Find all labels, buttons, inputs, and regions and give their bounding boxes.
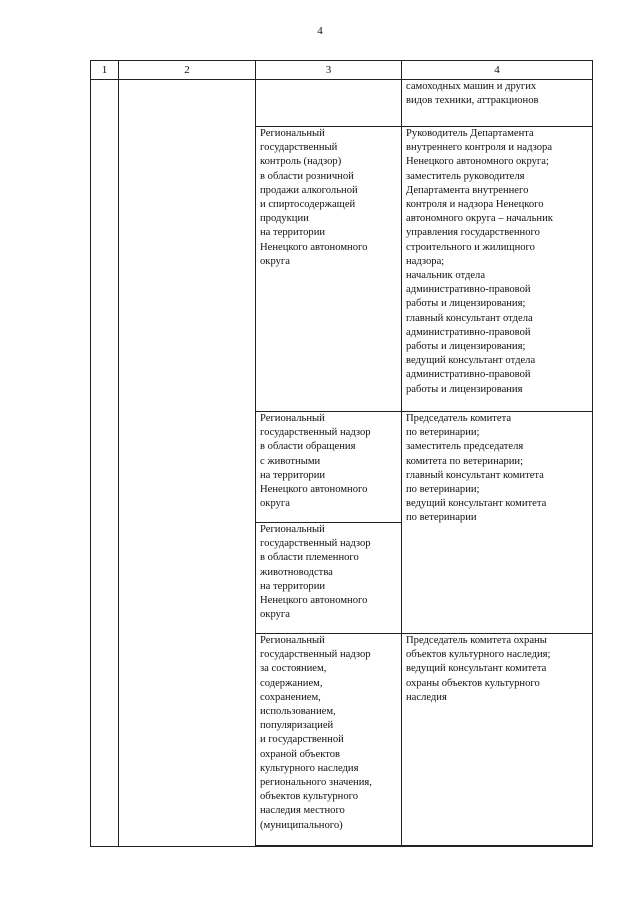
table-header-row <box>91 61 593 80</box>
header-cell-4: 4 <box>402 61 593 80</box>
filler-cell <box>402 846 593 847</box>
control-type-cell <box>256 80 402 127</box>
responsible-officials-cell: Руководитель Департамента внутреннего контроля и надзора Ненецкого автономного округа; заместитель руководителя Департамента внутреннего контроля и надзора Ненецкого автономного округа – начальник управления государственного строительного и жилищного надзора; начальник отдела административно-правовой работы и лицензирования; главный консультант отдела административно-правовой работы и лицензирования; ведущий консультант отдела административно-правовой работы и лицензирования <box>402 127 593 412</box>
responsible-officials-cell: самоходных машин и других видов техники, аттракционов <box>402 80 593 127</box>
table-row <box>91 80 593 127</box>
responsible-officials-cell: Председатель комитета по ветеринарии; заместитель председателя комитета по ветеринарии; главный консультант комитета по ветеринарии; ведущий консультант комитета по ветеринарии <box>402 412 593 634</box>
header-cell-1: 1 <box>91 61 119 80</box>
control-type-cell: Региональный государственный контроль (надзор) в области розничной продажи алкогольной и спиртосодержащей продукции на территории Ненецкого автономного округа <box>256 127 402 412</box>
header-cell-3: 3 <box>256 61 402 80</box>
control-type-cell: Региональный государственный надзор в области обращения с животными на территории Ненецкого автономного округа <box>256 412 402 523</box>
control-type-cell: Региональный государственный надзор за состоянием, содержанием, сохранением, использованием, популяризацией и государственной охраной объектов культурного наследия регионального значения, объектов культурного наследия местного (муниципального) <box>256 634 402 846</box>
responsible-officials-cell: Председатель комитета охраны объектов культурного наследия; ведущий консультант комитета охраны объектов культурного наследия <box>402 634 593 846</box>
page-number: 4 <box>317 25 323 37</box>
header-cell-2: 2 <box>119 61 256 80</box>
column-1-cell <box>91 80 119 847</box>
filler-cell <box>256 846 402 847</box>
document-table <box>90 60 593 847</box>
column-2-cell <box>119 80 256 847</box>
control-type-cell: Региональный государственный надзор в области племенного животноводства на территории Ненецкого автономного округа <box>256 523 402 634</box>
